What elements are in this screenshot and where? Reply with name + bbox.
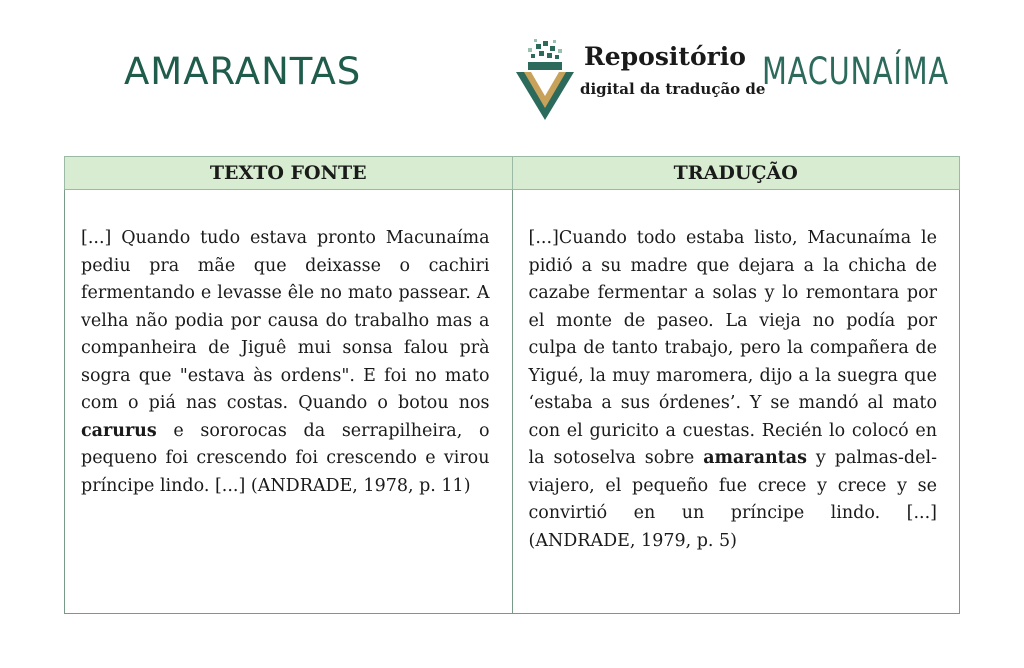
source-text-part: e sororocas da serrapilheira, o pequeno foi crescendo foi crescendo e virou príncipe lindo. [...] (ANDRADE, 1978, p. 11) (81, 420, 490, 496)
pyramid-logo-icon (514, 38, 576, 122)
logo-title: Repositório (584, 42, 746, 71)
source-highlight-term: carurus (81, 420, 157, 441)
table-row (65, 190, 960, 614)
translation-highlight-term: amarantas (703, 448, 807, 468)
source-text-part: [...] Quando tudo estava pronto Macunaíma pediu pra mãe que deixasse o cachiri fermentando e levasse êle no mato passear. A velha não podia por causa do trabalho mas a companheira de Jiguê mui sonsa falou prà sogra que "estava às ordens". E foi no mato com o piá nas costas. Quando o botou nos (81, 228, 490, 413)
header-source-text: TEXTO FONTE (65, 157, 513, 190)
repository-logo (514, 38, 949, 124)
source-text (81, 225, 490, 500)
translation-text-part: [...]Cuando todo estaba listo, Macunaíma le pidió a su madre que dejara a la chicha de cazabe fermentar a solas y lo remontara por el monte de paseo. La vieja no podía por culpa de tanto trabajo, pero la compañera de Yigué, la muy maromera, dijo a la suegra que ‘estaba a sus órdenes’. Y se mandó al mato con el guricito a cuestas. Recién lo colocó en la sotoselva sobre (528, 228, 937, 468)
table-header-row (65, 157, 960, 190)
logo-brand: MACUNAÍMA (762, 50, 949, 93)
translation-text-part: y palmas-del-viajero, el pequeño fue crece y crece y se convirtió en un príncipe lindo. [...] (ANDRADE, 1979, p. 5) (528, 448, 937, 551)
logo-subtitle: digital da tradução de (580, 80, 766, 98)
header-translation: TRADUÇÃO (512, 157, 960, 190)
translation-text (529, 225, 938, 555)
source-text-cell (65, 190, 513, 614)
comparison-table (64, 156, 960, 614)
translation-cell (512, 190, 960, 614)
page-title: AMARANTAS (124, 50, 362, 93)
